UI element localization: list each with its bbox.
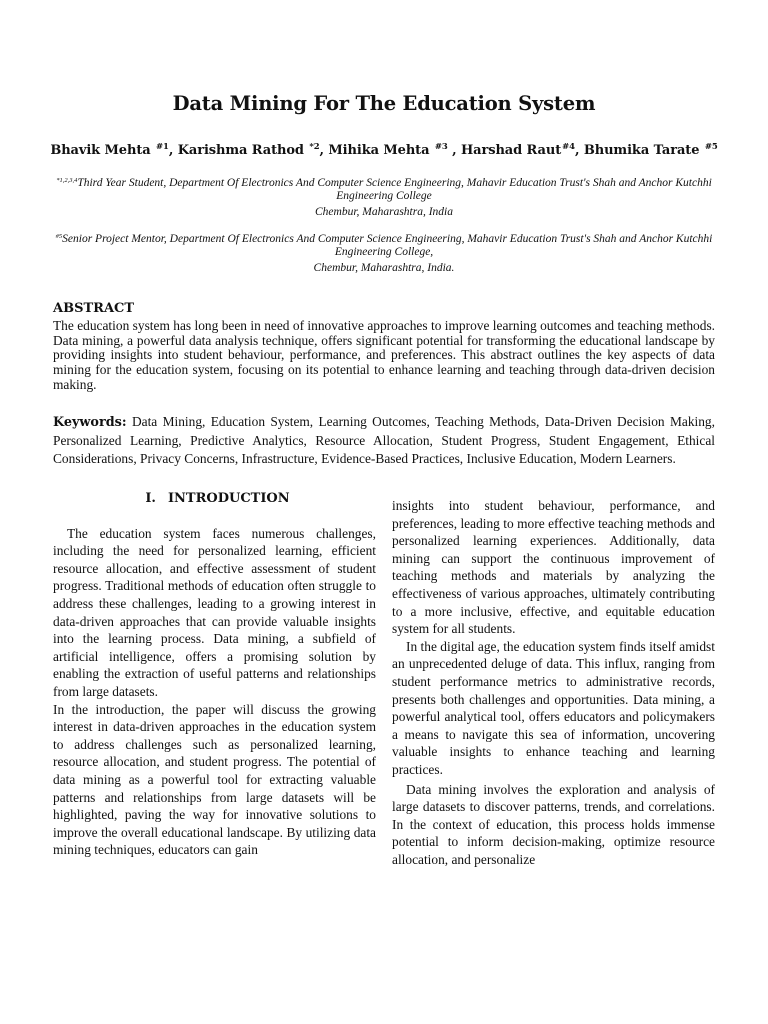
paragraph: insights into student behaviour, performance, and preferences, leading to more effective teaching methods and personalized learning experiences. Additionally, data mining can support the continuous improvement of teaching methods and materials by analyzing the effectiveness of various approaches, ultimately contributing to a more inclusive, effective, and equitable education system for all students. — [392, 498, 715, 637]
author: Bhavik Mehta $^{\#1}$, — [50, 142, 178, 158]
right-column — [392, 497, 715, 868]
abstract-heading: ABSTRACT — [53, 301, 135, 316]
affiliation-1: $^{*1,2,3,4}$Third Year Student, Department Of Electronics And Computer Science Engineering, Mahavir Education Trust's Shah and Anchor Kutchhi Engineering College Chembur, Maharashtra, India — [56, 177, 712, 218]
keywords-text: Data Mining, Education System, Learning Outcomes, Teaching Methods, Data-Driven Decision Making, Personalized Learning, Predictive Analytics, Resource Allocation, Student Progress, Student Engagement, Ethical Considerations, Privacy Concerns, Infrastructure, Evidence-Based Practices, Inclusive Education, Modern Learners. — [53, 414, 715, 466]
abstract-text: The education system has long been in need of innovative approaches to improve learning outcomes and teaching methods. Data mining, a powerful data analysis technique, offers significant potential for transforming the educational landscape by providing insights into student behaviour, performance, and preferences. This abstract outlines the key aspects of data mining for the education system, focusing on its potential to enhance learning and teaching through data-driven decision making. — [53, 318, 715, 392]
paragraph: In the introduction, the paper will discuss the growing interest in data-driven approaches in the education system to address challenges such as personalized learning, resource allocation, and student progress. The potential of data mining as a powerful tool for extracting valuable patterns and relationships from large datasets will be highlighted, paving the way for innovative solutions to improve the overall educational landscape. By utilizing data mining techniques, educators can gain — [53, 701, 376, 858]
keywords-block — [53, 413, 715, 467]
paragraph: Data mining involves the exploration and analysis of large datasets to discover patterns, trends, and correlations. In the context of education, this process holds immense potential to inform decision-making, optimize resource allocation, and personalize — [392, 781, 715, 867]
author-list — [0, 142, 768, 158]
author: Harshad Raut$^{\#4}$, — [460, 142, 584, 158]
left-column — [53, 490, 376, 859]
paragraph: In the digital age, the education system finds itself amidst an unprecedented deluge of data. This influx, ranging from student performance metrics to administrative records, presents both challenges and opportunities. Data mining, a powerful analytical tool, offers educators and policymakers a means to navigate this sea of information, uncovering valuable insights to enhance teaching and learning practices. — [392, 638, 715, 777]
section-heading-introduction: I. INTRODUCTION — [145, 491, 290, 506]
affiliation-2: $^{\#5}$Senior Project Mentor, Department Of Electronics And Computer Science Engineering, Mahavir Education Trust's Shah and Anchor Kutchhi Engineering College, Chembur, Maharashtra, India. — [55, 233, 713, 274]
paragraph: The education system faces numerous challenges, including the need for personalized learning, efficient resource allocation, and effective assessment of student progress. Traditional methods of education often struggle to address these challenges, leading to a growing interest in data-driven approaches that can provide valuable insights into the learning process. Data mining, a subfield of artificial intelligence, offers a promising solution by enabling the extraction of useful patterns and relationships from large datasets. — [53, 525, 376, 699]
paper-title: Data Mining For The Education System — [172, 92, 596, 115]
keywords-label: Keywords: — [53, 415, 127, 430]
author: Bhumika Tarate $^{\#5}$ — [583, 142, 718, 158]
author: Karishma Rathod $^{*2}$, — [177, 142, 329, 158]
author: Mihika Mehta $^{\#3}$ , — [328, 142, 461, 158]
